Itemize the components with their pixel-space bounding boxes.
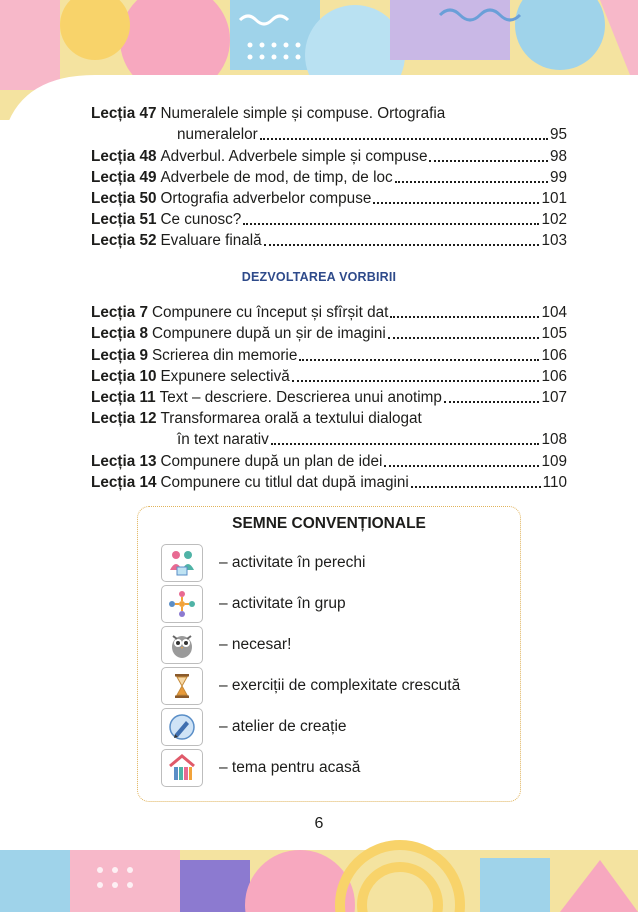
page-ref: 108 <box>541 431 567 449</box>
lesson-number: Lecția 11 <box>91 388 156 406</box>
toc-bottom <box>91 301 567 492</box>
toc-entry <box>91 208 567 229</box>
page-ref: 104 <box>541 304 567 322</box>
lesson-number: Lecția 48 <box>91 147 157 165</box>
page-ref: 102 <box>541 211 567 229</box>
toc-entry <box>91 365 567 386</box>
dot-leader <box>243 220 539 225</box>
legend-box <box>137 506 521 802</box>
dot-leader <box>384 462 539 467</box>
dot-leader <box>299 356 539 361</box>
toc-entry <box>91 301 567 322</box>
page-ref: 107 <box>541 388 567 406</box>
dot-leader <box>260 135 548 140</box>
lesson-number: Lecția 47 <box>91 105 157 123</box>
lesson-number: Lecția 14 <box>91 473 157 491</box>
page-number: 6 <box>314 815 324 832</box>
lesson-title: Compunere după un șir de imagini <box>151 325 386 343</box>
legend-text: – atelier de creație <box>219 718 347 735</box>
page-ref: 106 <box>541 367 567 385</box>
owl-icon <box>161 626 203 664</box>
toc-entry <box>91 144 567 165</box>
lesson-title: Transformarea orală a textului dialogat <box>160 410 422 428</box>
pair-icon <box>161 544 203 582</box>
legend-text: – activitate în grup <box>219 595 346 612</box>
page-ref: 98 <box>549 147 567 165</box>
toc-entry <box>91 449 567 470</box>
lesson-number: Lecția 9 <box>91 346 148 364</box>
toc-entry <box>91 322 567 343</box>
dot-leader <box>264 241 540 246</box>
group-icon <box>161 585 203 623</box>
page-ref: 109 <box>541 452 567 470</box>
toc-top <box>91 102 567 250</box>
dot-leader <box>395 178 548 183</box>
lesson-number: Lecția 8 <box>91 325 148 343</box>
page-ref: 103 <box>541 232 567 250</box>
lesson-number: Lecția 50 <box>91 189 157 207</box>
hourglass-icon <box>161 667 203 705</box>
legend-item <box>161 544 365 582</box>
lesson-title: Adverbele de mod, de timp, de loc <box>160 168 393 186</box>
lesson-number: Lecția 13 <box>91 452 157 470</box>
legend-item <box>161 585 346 623</box>
dot-leader <box>429 157 548 162</box>
toc-entry <box>91 102 567 123</box>
toc-entry <box>91 166 567 187</box>
toc-entry <box>91 343 567 364</box>
legend-item <box>161 626 291 664</box>
dot-leader <box>271 440 540 445</box>
legend-item <box>161 708 347 746</box>
toc-entry <box>91 471 567 492</box>
toc-entry <box>91 386 567 407</box>
toc-entry <box>91 187 567 208</box>
page-ref: 95 <box>549 126 567 144</box>
legend-title: SEMNE CONVENȚIONALE <box>232 515 426 532</box>
lesson-number: Lecția 10 <box>91 367 157 385</box>
lesson-title: Scrierea din memorie <box>151 346 298 364</box>
lesson-number: Lecția 52 <box>91 232 157 250</box>
toc-entry <box>91 123 567 144</box>
lesson-title: Adverbul. Adverbele simple și compuse <box>160 147 428 165</box>
lesson-title: Ortografia adverbelor compuse <box>160 189 372 207</box>
lesson-title: Text – descriere. Descrierea unui anotimp <box>159 388 442 406</box>
dot-leader <box>390 313 539 318</box>
dot-leader <box>292 377 540 382</box>
legend-text: – necesar! <box>219 636 292 653</box>
page-ref: 99 <box>549 168 567 186</box>
lesson-title: Compunere cu început și sfîrșit dat <box>151 304 389 322</box>
dot-leader <box>444 398 540 403</box>
pencil-icon <box>161 708 203 746</box>
legend-text: – exerciții de complexitate crescută <box>219 677 461 694</box>
lesson-number: Lecția 7 <box>91 304 148 322</box>
legend-text: – tema pentru acasă <box>219 759 361 776</box>
home-books-icon <box>161 749 203 787</box>
toc-entry <box>91 428 567 449</box>
lesson-title: Compunere după un plan de idei <box>160 452 383 470</box>
toc-entry <box>91 407 567 428</box>
page-ref: 110 <box>542 473 567 491</box>
page-ref: 105 <box>541 325 567 343</box>
legend-item <box>161 749 360 787</box>
legend-text: – activitate în perechi <box>219 554 366 571</box>
dot-leader <box>373 199 539 204</box>
section-heading: DEZVOLTAREA VORBIRII <box>241 270 397 284</box>
page-ref: 106 <box>541 346 567 364</box>
lesson-title: numeralelor <box>177 126 258 144</box>
lesson-number: Lecția 12 <box>91 410 157 428</box>
lesson-title: în text narativ <box>177 431 269 449</box>
lesson-title: Evaluare finală <box>160 232 262 250</box>
lesson-title: Ce cunosc? <box>160 211 242 229</box>
dot-leader <box>388 334 540 339</box>
page-ref: 101 <box>541 189 567 207</box>
dot-leader <box>411 483 541 488</box>
lesson-title: Expunere selectivă <box>160 367 290 385</box>
lesson-number: Lecția 49 <box>91 168 157 186</box>
lesson-number: Lecția 51 <box>91 211 157 229</box>
toc-entry <box>91 229 567 250</box>
lesson-title: Numeralele simple și compuse. Ortografia <box>160 105 446 123</box>
legend-item <box>161 667 460 705</box>
lesson-title: Compunere cu titlul dat după imagini <box>160 473 409 491</box>
